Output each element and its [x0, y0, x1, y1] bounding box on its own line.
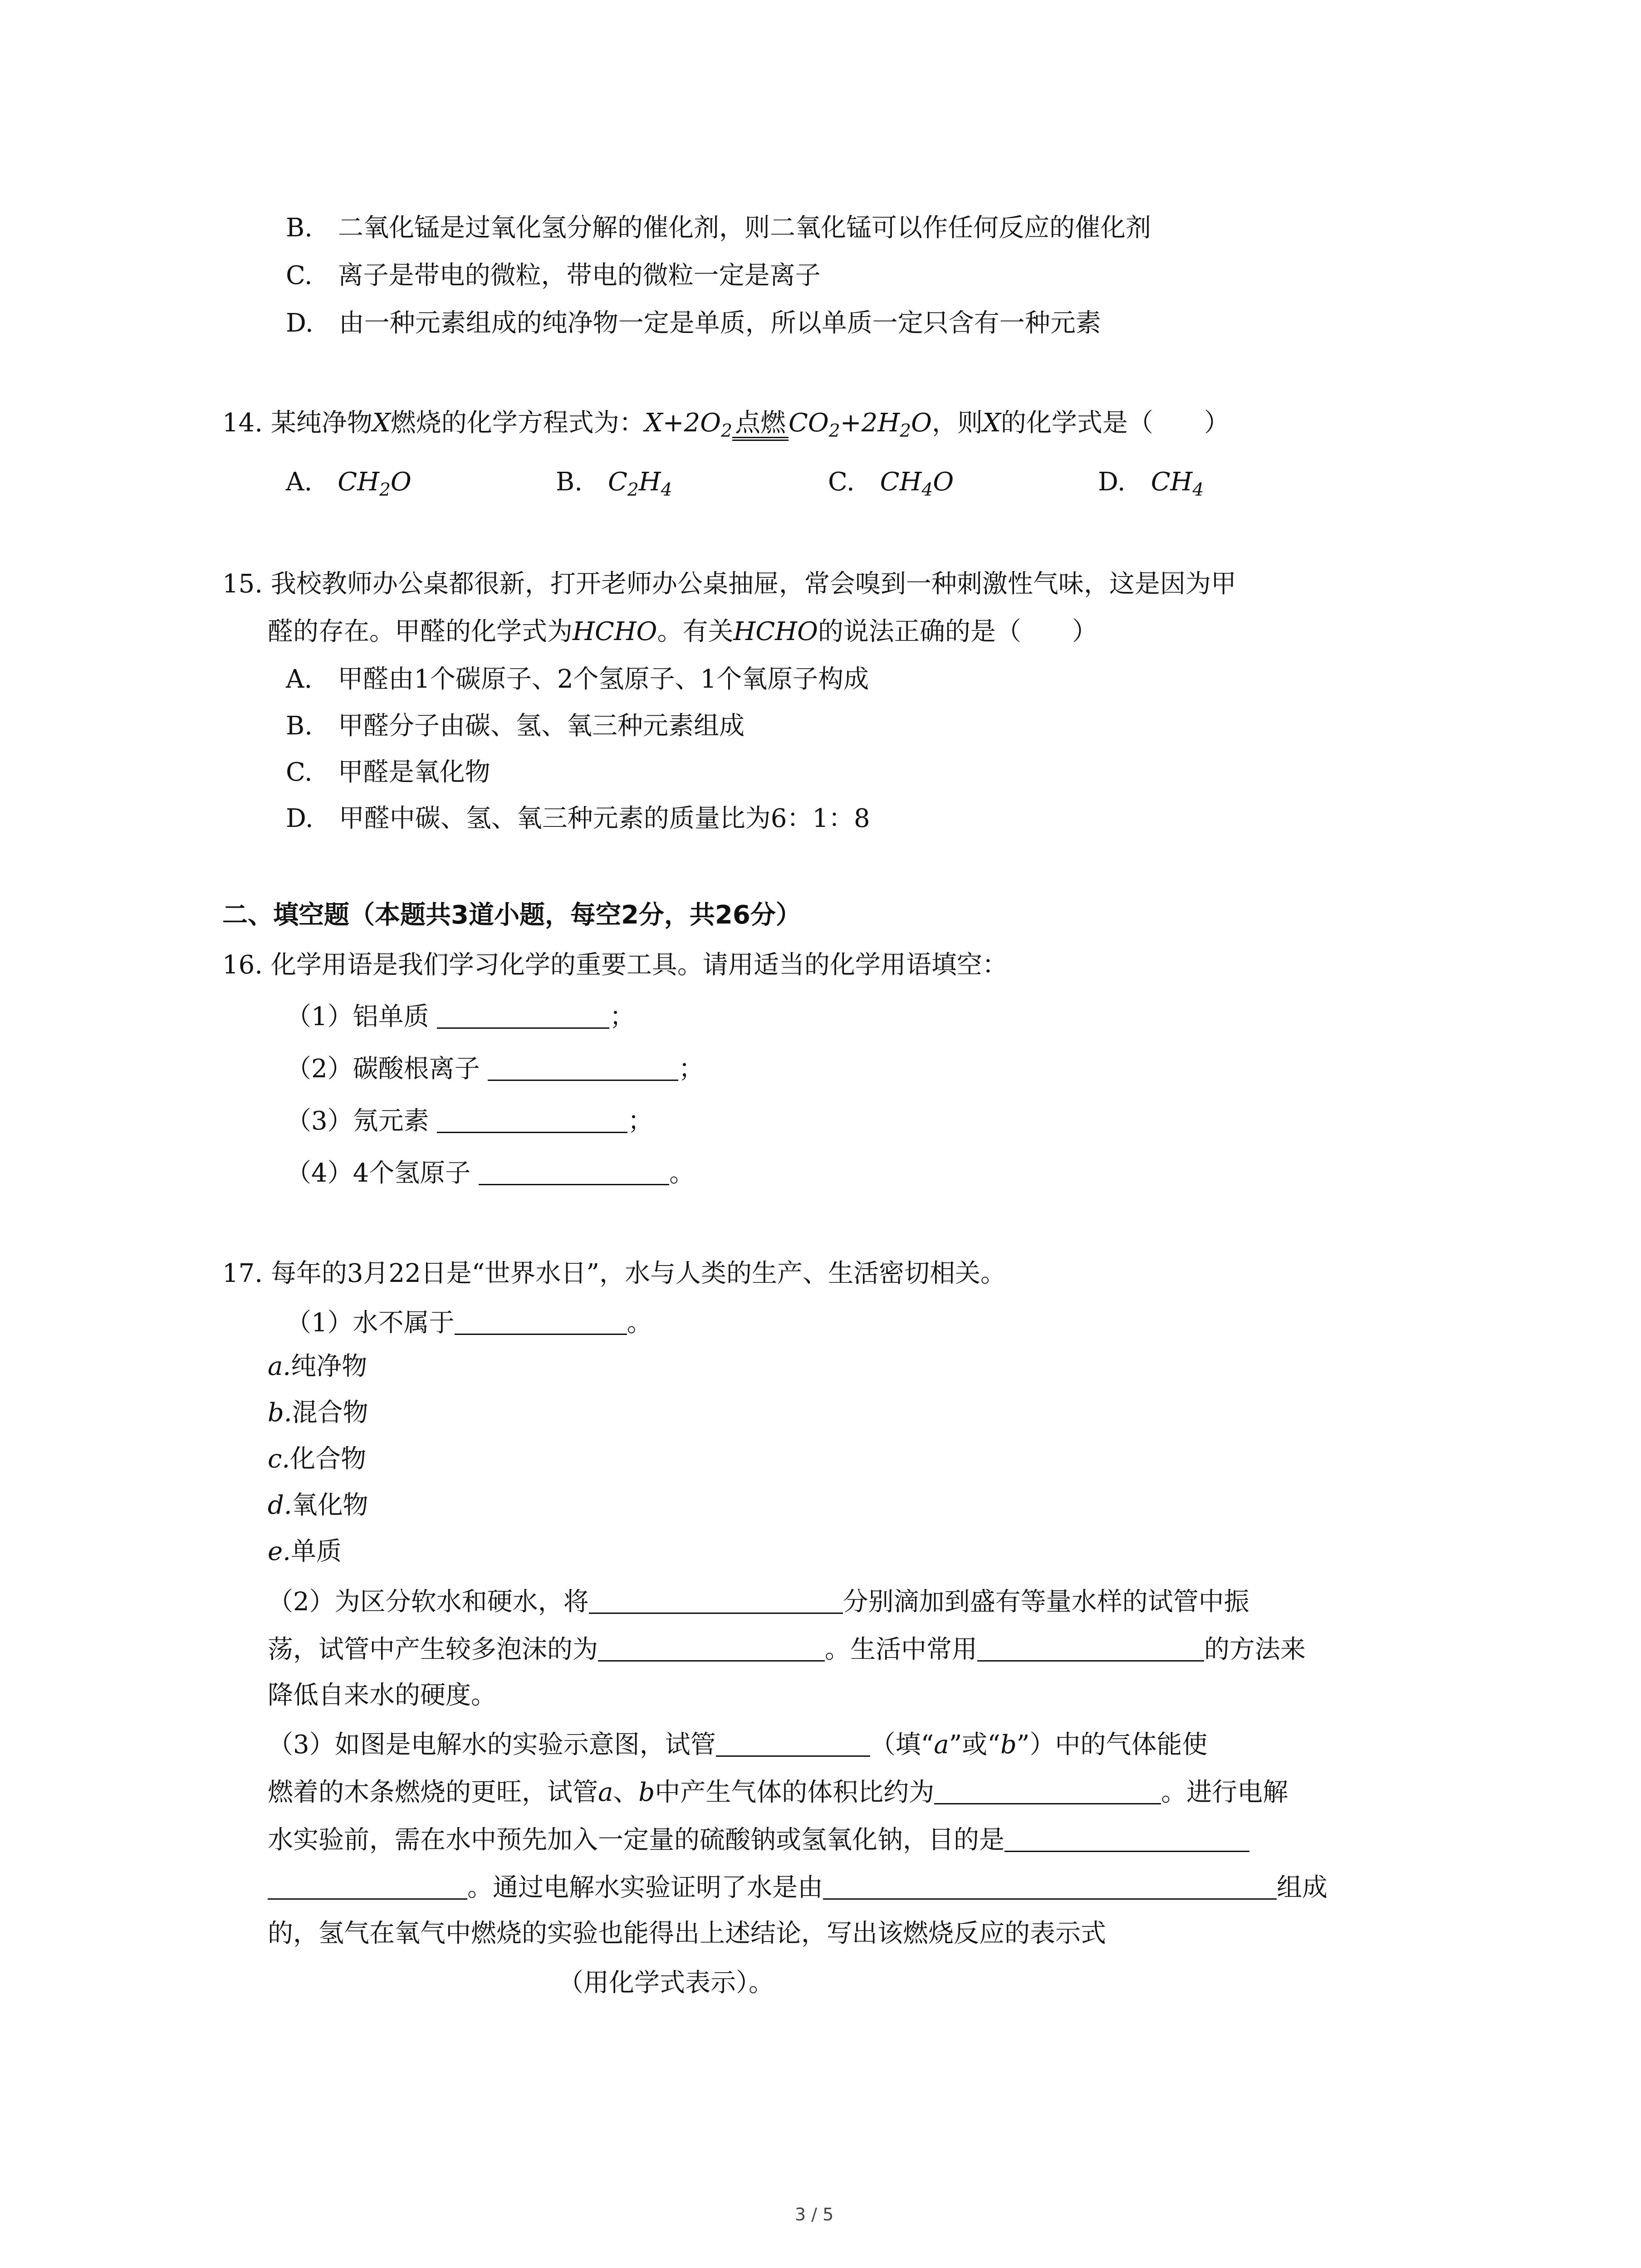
q16-part2: （2）碳酸根离子 ； — [286, 1052, 704, 1084]
q17-part2-line1: （2）为区分软水和硬水，将 分别滴加到盛有等量水样的试管中振 — [268, 1585, 1249, 1617]
q14-option-a: A. $CH_2O$ — [286, 467, 411, 500]
answer-blank[interactable] — [977, 1633, 1204, 1662]
q16-stem: 16. 化学用语是我们学习化学的重要工具。请用适当的化学用语填空： — [222, 950, 1008, 980]
q14-option-d: D. $CH_4$ — [1098, 467, 1204, 500]
q13-option-b: B. 二氧化锰是过氧化氢分解的催化剂，则二氧化锰可以作任何反应的催化剂 — [286, 213, 1151, 243]
q15-stem-line1: 15. 我校教师办公桌都很新，打开老师办公桌抽屉，常会嗅到一种刺激性气味，这是因为甲 — [222, 569, 1236, 599]
q16-part1: （1）铝单质 ； — [286, 1000, 635, 1032]
q17-choice-a: a.纯净物 — [268, 1352, 367, 1381]
q15-option-c: C. 甲醛是氧化物 — [286, 758, 490, 787]
answer-blank[interactable] — [455, 1306, 627, 1335]
q15-stem-line2: 醛的存在。甲醛的化学式为HCHO。有关HCHO的说法正确的是（ ） — [268, 617, 1097, 646]
q13-option-c: C. 离子是带电的微粒，带电的微粒一定是离子 — [286, 261, 821, 290]
answer-blank[interactable] — [1004, 1823, 1249, 1852]
q17-choice-d: d.氧化物 — [268, 1491, 368, 1520]
answer-blank[interactable] — [437, 1000, 609, 1029]
answer-blank[interactable] — [823, 1871, 1277, 1900]
answer-blank[interactable] — [598, 1633, 825, 1662]
q17-choice-b: b.混合物 — [268, 1398, 368, 1427]
section-heading: 二、填空题（本题共3道小题，每空2分，共26分） — [222, 900, 801, 930]
answer-blank[interactable] — [479, 1157, 669, 1185]
q15-option-a: A. 甲醛由1个碳原子、2个氢原子、1个氧原子构成 — [286, 665, 869, 694]
q16-part3: （3）氖元素 ； — [286, 1105, 653, 1136]
answer-blank[interactable] — [488, 1052, 678, 1081]
q17-part3-line5: 的，氢气在氧气中燃烧的实验也能得出上述结论，写出该燃烧反应的表示式 — [268, 1919, 1106, 1948]
q16-part4: （4）4个氢原子 。 — [286, 1157, 695, 1188]
answer-blank[interactable] — [934, 1776, 1161, 1804]
answer-blank[interactable] — [716, 1728, 870, 1757]
q17-choice-e: e.单质 — [268, 1537, 342, 1566]
q15-option-b: B. 甲醛分子由碳、氢、氧三种元素组成 — [286, 711, 745, 741]
q14-stem: 14. 某纯净物X燃烧的化学方程式为：$X+2O_2$ 点燃 $CO_2+2H_2O$，则X的化学式是（ ） — [222, 408, 1230, 441]
q15-option-d: D. 甲醛中碳、氢、氧三种元素的质量比为6：1：8 — [286, 804, 870, 833]
q17-part3-line6: （用化学式表示）。 — [268, 1966, 774, 1998]
q17-part3-line2: 燃着的木条燃烧的更旺，试管a、b中产生气体的体积比约为 。进行电解 — [268, 1776, 1288, 1808]
q17-choice-c: c.化合物 — [268, 1444, 367, 1474]
answer-blank[interactable] — [268, 1871, 467, 1900]
q13-option-d: D. 由一种元素组成的纯净物一定是单质，所以单质一定只含有一种元素 — [286, 308, 1101, 338]
q17-part3-line3: 水实验前，需在水中预先加入一定量的硫酸钠或氢氧化钠，目的是 — [268, 1823, 1249, 1855]
page-number: 3 / 5 — [795, 2204, 834, 2224]
q14-option-c: C. $CH_4O$ — [828, 467, 954, 500]
answer-blank[interactable] — [589, 1585, 843, 1614]
reaction-condition: 点燃 — [732, 408, 789, 438]
answer-blank[interactable] — [437, 1105, 627, 1133]
q17-part3-line1: （3）如图是电解水的实验示意图，试管 （填“a”或“b”）中的气体能使 — [268, 1728, 1207, 1760]
q17-part1: （1）水不属于 。 — [286, 1306, 652, 1338]
answer-blank[interactable] — [268, 1966, 558, 1995]
q14-option-b: B. $C_2H_4$ — [556, 467, 672, 500]
q17-part3-line4: 。通过电解水实验证明了水是由 组成 — [268, 1871, 1327, 1903]
q17-stem: 17. 每年的3月22日是“世界水日”，水与人类的生产、生活密切相关。 — [222, 1259, 1006, 1288]
q17-part2-line3: 降低自来水的硬度。 — [268, 1681, 496, 1710]
q17-part2-line2: 荡，试管中产生较多泡沫的为 。生活中常用 的方法来 — [268, 1633, 1306, 1665]
